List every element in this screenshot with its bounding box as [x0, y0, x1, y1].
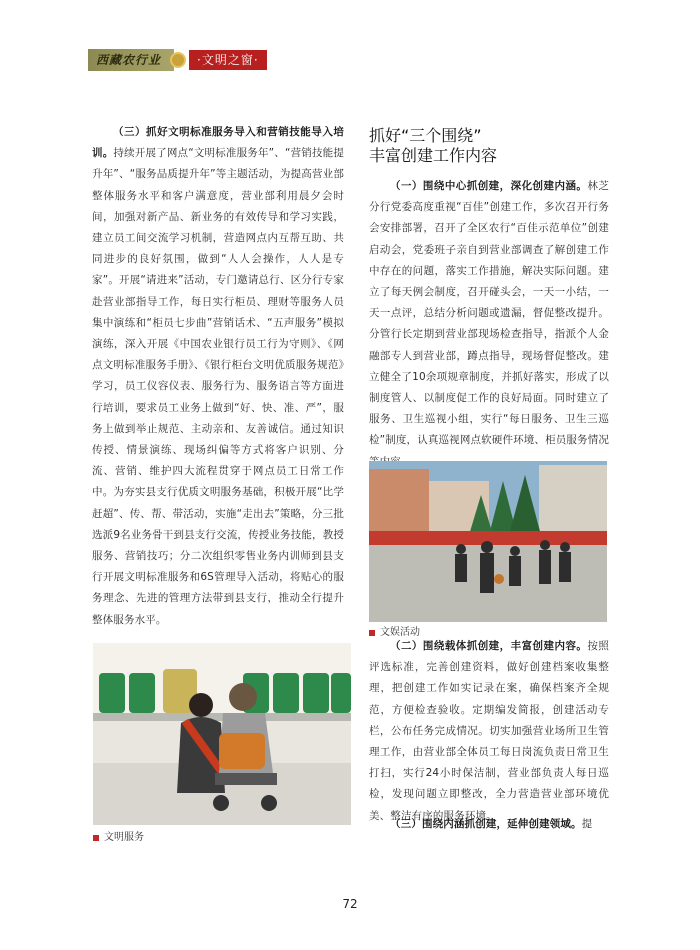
photo-recreation: [369, 461, 607, 622]
photo-civil-service: [93, 643, 351, 825]
caption-marker-icon: [93, 835, 99, 841]
photo-caption-left: [93, 831, 144, 845]
page-number: 72: [342, 897, 358, 911]
right-section-2: [369, 636, 609, 827]
section-1-paragraph: [369, 176, 609, 473]
section-3-body: 提: [581, 818, 593, 830]
emblem-icon: [170, 52, 186, 68]
article-title: [369, 126, 609, 166]
photo-civil-service-illustration: [93, 643, 351, 825]
photo-recreation-illustration: [369, 461, 607, 622]
section-3-paragraph: [369, 814, 609, 835]
section-1-lead: （一）围绕中心抓创建，深化创建内涵。: [390, 180, 588, 192]
section-3-lead: （三）围绕内涵抓创建，延伸创建领域。: [390, 818, 582, 830]
section-tag: ·文明之窗·: [189, 50, 267, 70]
photo-caption-left-text: 文明服务: [104, 832, 144, 843]
right-section-3: [369, 814, 609, 835]
right-section-1: [369, 176, 609, 473]
left-paragraph-lead: （三）抓好文明标准服务导入和营销技能导入培训。: [92, 126, 344, 160]
left-article-body: [92, 122, 344, 631]
left-paragraph: [92, 122, 344, 631]
article-title-line2: 丰富创建工作内容: [369, 146, 498, 165]
magazine-brand: 西藏农行业: [88, 49, 174, 71]
section-1-body: 林芝分行党委高度重视“百佳”创建工作，多次召开行务会安排部署，召开了全区农行“百佳示范单位”创建启动会，党委班子亲自到营业部调查了解创建工作中存在的问题，落实工作措施，解决实际问题。建立了每天例会制度，召开碰头会，一天一小结，一天一点评，总结分析问题或遗漏，督促整改提升。分管行长定期到营业部现场检查指导，指派个人金融部专人到营业部，蹲点指导，现场督促整改。建立健全了10余项规章制度，并抓好落实，形成了以制度管人、以制度促工作的良好局面。同时建立了服务、卫生巡视小组，实行“每日服务、卫生三巡检”制度，认真巡视网点软硬件环境、柜员服务情况: [369, 180, 609, 447]
section-2-paragraph: [369, 636, 609, 827]
page-header: [88, 49, 267, 71]
left-paragraph-body: 持续开展了网点“文明标准服务年”、“营销技能提升年”、“服务品质提升年”等主题活动，为提高营业部整体服务水平和客户满意度，营业部利用晨夕会时间，加强对新产品、新业务的有效传导和学习实践，建立员工间交流学习机制，营造网点内互帮互助、共同进步的良好氛围，做到“人人会操作，人人是专家”。开展“请进来”活动，专门邀请总行、区分行专家赴营业部指导工作，每日实行柜员、理财等服务人员集中演练和“柜员七步曲”营销话术、“五声服务”模拟演练，深入开展《中国农业银行员工行为守则》、《网点文明标准服务手册》、《银行柜台文明优质服务规范》学习，员工仪容仪表、服务行为、服务语言等方面进行培训，要求员工业务上做到“好、快、准、严”，服务上做到举止规范、主动亲和、友善诚信。通过知识传授、情景演练、现场纠偏等方式将客户识别、分流、营销、维护四大流程贯穿于网点员工日常工作中。为夯实县支行优质文明服务基础，积极开展“比学赶超”、传、帮、带活动，实施“走出去”策略，分三批选派9名业务骨干到县支行交流，传授业务技能，教授服务、营销技巧；分二次组织零售业务内训师到县支行开展文明标准服务和6S管理导入活动，将贴心的服务理念、先进的管理方法带到县支行，推动全行提升整体服务水平。: [92, 147, 344, 626]
article-title-line1: 抓好“三个围绕”: [369, 126, 482, 145]
section-2-lead: （二）围绕载体抓创建，丰富创建内容。: [390, 640, 588, 652]
section-2-body: 按照评选标准，完善创建资料，做好创建档案收集整理，把创建工作如实记录在案，确保档案齐全规范，方便检查验收。定期编发简报，创建活动专栏，公布任务完成情况。切实加强营业场所卫生管理工作，由营业部全体员工每日岗流负责日常卫生打扫，实行24小时保洁制，营业部负责人每日巡检，发现问题立即整改，全力营造营业部环境优美、整洁有序的服务环境。: [369, 640, 609, 822]
photo-caption-right-text: 文娱活动: [380, 627, 420, 638]
